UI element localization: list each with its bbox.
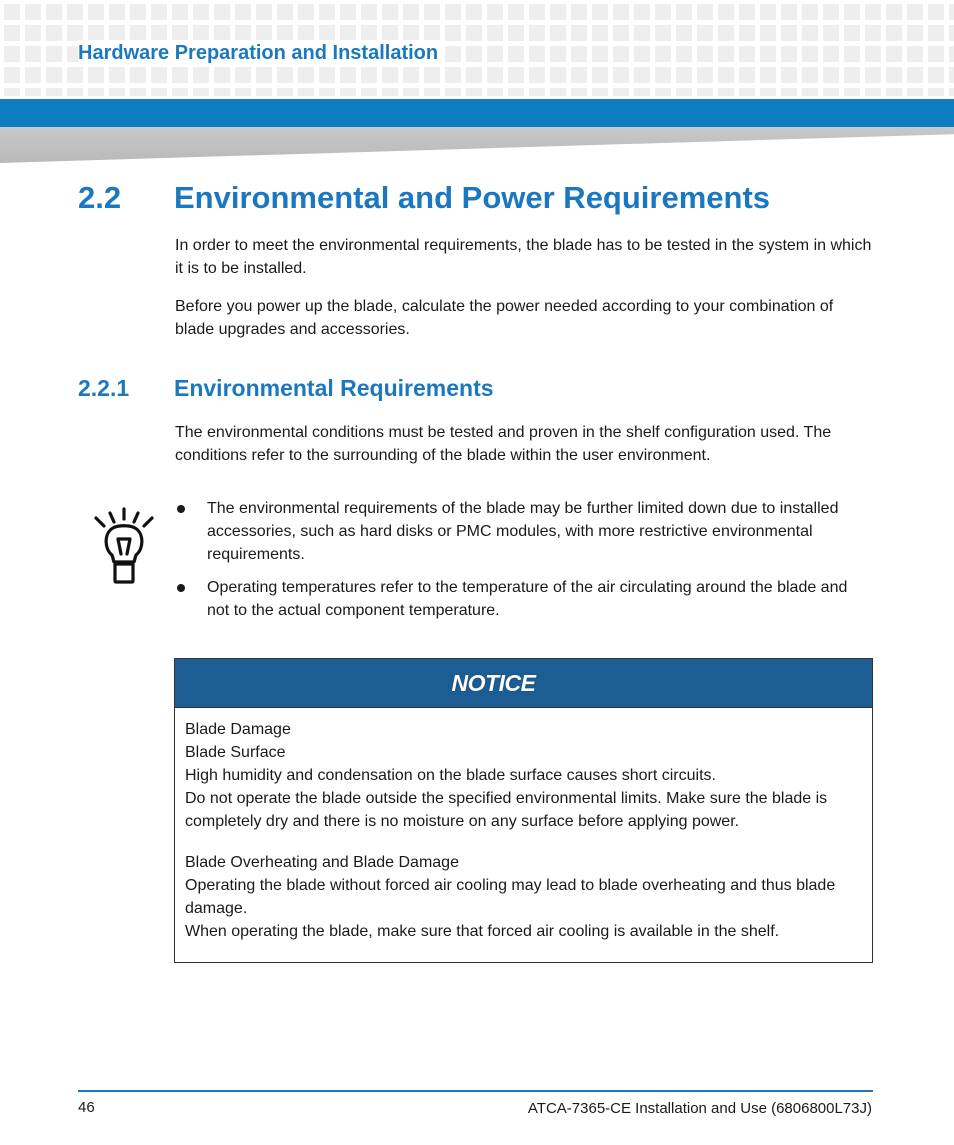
footer-rule — [78, 1090, 873, 1092]
notice-line: Operating the blade without forced air cooling may lead to blade overheating and thus blade damage. — [185, 877, 836, 917]
notice-header — [175, 659, 872, 708]
header-grey-swoosh — [0, 127, 954, 163]
list-item: The environmental requirements of the blade may be further limited down due to installed accessories, such as hard disks or PMC modules, with more restrictive environmental requirements. — [175, 497, 865, 566]
subsection-number: 2.2.1 — [78, 375, 130, 401]
notice-block-overheating — [185, 851, 862, 943]
tip-bullet-list — [175, 497, 865, 632]
subsection-title: Environmental Requirements — [174, 375, 494, 401]
notice-line: Blade Surface — [185, 744, 286, 761]
section-title: Environmental and Power Requirements — [174, 180, 771, 215]
notice-line: High humidity and condensation on the blade surface causes short circuits. — [185, 767, 716, 784]
header-blue-bar — [0, 99, 954, 127]
subsection-heading — [78, 375, 494, 402]
bullet-icon — [177, 505, 185, 513]
section-paragraph-1: In order to meet the environmental requirements, the blade has to be tested in the system in which it is to be installed. — [175, 237, 872, 277]
running-header-title: Hardware Preparation and Installation — [78, 40, 444, 67]
notice-line: When operating the blade, make sure that forced air cooling is available in the shelf. — [185, 923, 780, 940]
notice-block-surface — [185, 718, 862, 833]
list-item: Operating temperatures refer to the temperature of the air circulating around the blade and not to the actual component temperature. — [175, 576, 865, 622]
document-title: ATCA-7365-CE Installation and Use (6806800L73J) — [527, 1100, 872, 1117]
subsection-paragraph: The environmental conditions must be tested and proven in the shelf configuration used. The conditions refer to the surrounding of the blade within the user environment. — [175, 424, 832, 464]
notice-line: Blade Damage — [185, 721, 291, 738]
lightbulb-icon — [92, 506, 156, 588]
notice-line: Do not operate the blade outside the specified environmental limits. Make sure the blade is completely dry and there is no moisture on any surface before applying power. — [185, 790, 828, 830]
notice-box — [174, 658, 873, 963]
section-number: 2.2 — [78, 180, 122, 215]
notice-title: NOTICE — [451, 669, 536, 696]
page-number: 46 — [78, 1099, 95, 1116]
bullet-icon — [177, 584, 185, 592]
notice-line: Blade Overheating and Blade Damage — [185, 854, 459, 871]
section-heading — [78, 180, 770, 216]
notice-body — [175, 708, 872, 943]
section-paragraph-2: Before you power up the blade, calculate the power needed according to your combination of blade upgrades and accessories. — [175, 298, 834, 338]
